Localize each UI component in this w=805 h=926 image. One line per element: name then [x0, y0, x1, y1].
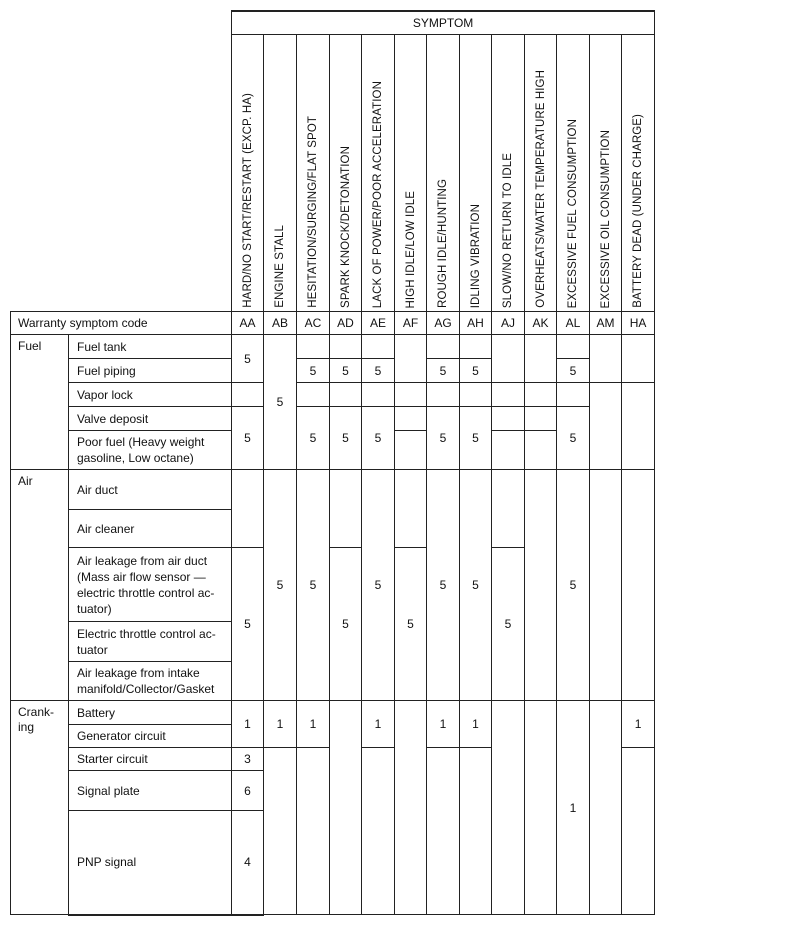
- item-poor-fuel: Poor fuel (Heavy weight gasoline, Low octane): [69, 431, 232, 470]
- code-ag: AG: [427, 312, 460, 335]
- symptom-name: SPARK KNOCK/DETONATION: [339, 146, 352, 308]
- value-cell: [492, 335, 525, 383]
- item-generator-circuit: Generator circuit: [69, 725, 232, 748]
- value-cell: 5: [492, 548, 525, 701]
- value-cell: 5: [232, 335, 264, 383]
- code-ad: AD: [330, 312, 362, 335]
- group-fuel: Fuel: [11, 335, 69, 470]
- item-pnp-signal: PNP signal: [69, 811, 232, 915]
- symptom-header-ah: [460, 35, 492, 312]
- value-cell: 5: [427, 470, 460, 701]
- value-cell: [330, 335, 362, 359]
- item-air-leakage-intake: Air leakage from intake manifold/Collector/Gasket: [69, 662, 232, 701]
- value-cell: [590, 383, 622, 470]
- symptom-name: IDLING VIBRATION: [469, 203, 482, 308]
- value-cell: 5: [264, 470, 297, 701]
- code-ha: HA: [622, 312, 655, 335]
- symptom-header-ha: [622, 35, 655, 312]
- value-cell: 3: [232, 748, 264, 771]
- code-af: AF: [395, 312, 427, 335]
- value-cell: 5: [395, 548, 427, 701]
- value-cell: 5: [460, 470, 492, 701]
- value-cell: [395, 431, 427, 470]
- value-cell: [460, 748, 492, 915]
- symptom-header-ae: [362, 35, 395, 312]
- group-cranking: Crank- ing: [11, 701, 69, 915]
- value-cell: [232, 383, 264, 407]
- code-ab: AB: [264, 312, 297, 335]
- value-cell: [297, 748, 330, 915]
- value-cell: 5: [330, 548, 362, 701]
- code-am: AM: [590, 312, 622, 335]
- value-cell: [395, 335, 427, 383]
- value-cell: 4: [232, 811, 264, 915]
- symptom-name: HIGH IDLE/LOW IDLE: [404, 190, 417, 308]
- value-cell: [557, 335, 590, 359]
- value-cell: 5: [297, 359, 330, 383]
- value-cell: [395, 407, 427, 431]
- symptom-header-ad: [330, 35, 362, 312]
- value-cell: [362, 383, 395, 407]
- value-cell: 5: [427, 359, 460, 383]
- code-al: AL: [557, 312, 590, 335]
- value-cell: [492, 470, 525, 548]
- value-cell: 5: [460, 359, 492, 383]
- value-cell: [427, 383, 460, 407]
- code-ac: AC: [297, 312, 330, 335]
- value-cell: [492, 383, 525, 407]
- value-cell: [460, 383, 492, 407]
- code-aa: AA: [232, 312, 264, 335]
- symptom-header: SYMPTOM: [232, 11, 655, 35]
- item-air-duct: Air duct: [69, 470, 232, 510]
- item-air-cleaner: Air cleaner: [69, 510, 232, 548]
- code-aj: AJ: [492, 312, 525, 335]
- value-cell: [622, 748, 655, 915]
- value-cell: [622, 335, 655, 383]
- value-cell: 5: [232, 407, 264, 470]
- symptom-header-am: [590, 35, 622, 312]
- value-cell: 5: [330, 407, 362, 470]
- value-cell: [525, 335, 557, 383]
- value-cell: [330, 470, 362, 548]
- value-cell: [395, 383, 427, 407]
- value-cell: 5: [297, 407, 330, 470]
- item-starter-circuit: Starter circuit: [69, 748, 232, 771]
- value-cell: 1: [427, 701, 460, 748]
- value-cell: 5: [557, 359, 590, 383]
- value-cell: [395, 470, 427, 548]
- code-ah: AH: [460, 312, 492, 335]
- value-cell: 5: [297, 470, 330, 701]
- item-air-leakage-duct: Air leakage from air duct (Mass air flow sensor — electric throttle control ac-tuator): [69, 548, 232, 622]
- value-cell: 1: [557, 701, 590, 915]
- value-cell: 5: [362, 359, 395, 383]
- item-fuel-piping: Fuel piping: [69, 359, 232, 383]
- symptom-name: LACK OF POWER/POOR ACCELERATION: [372, 80, 384, 308]
- value-cell: 5: [427, 407, 460, 470]
- symptom-header-ab: [264, 35, 297, 312]
- value-cell: [590, 701, 622, 915]
- value-cell: [622, 470, 655, 701]
- diagnosis-table: [10, 10, 655, 916]
- value-cell: [492, 701, 525, 915]
- warranty-code-label: Warranty symptom code: [11, 312, 232, 335]
- value-cell: 1: [232, 701, 264, 748]
- symptom-header-af: [395, 35, 427, 312]
- value-cell: [427, 748, 460, 915]
- value-cell: [525, 470, 557, 701]
- value-cell: [492, 431, 525, 470]
- value-cell: [492, 407, 525, 431]
- value-cell: [525, 701, 557, 915]
- value-cell: [590, 335, 622, 383]
- value-cell: 5: [330, 359, 362, 383]
- value-cell: [232, 470, 264, 548]
- value-cell: [525, 431, 557, 470]
- code-ae: AE: [362, 312, 395, 335]
- symptom-name: ENGINE STALL: [274, 225, 286, 308]
- value-cell: [525, 407, 557, 431]
- value-cell: [427, 335, 460, 359]
- value-cell: [330, 383, 362, 407]
- value-cell: [590, 470, 622, 701]
- item-vapor-lock: Vapor lock: [69, 383, 232, 407]
- symptom-header-aa: [232, 35, 264, 312]
- value-cell: [362, 335, 395, 359]
- value-cell: [297, 383, 330, 407]
- symptom-header-ac: [297, 35, 330, 312]
- symptom-name: OVERHEATS/WATER TEMPERATURE HIGH: [534, 70, 547, 308]
- symptom-name: ROUGH IDLE/HUNTING: [437, 179, 449, 308]
- value-cell: 6: [232, 771, 264, 811]
- value-cell: [395, 701, 427, 915]
- group-air: Air: [11, 470, 69, 701]
- symptom-header-ag: [427, 35, 460, 312]
- symptom-name: HESITATION/SURGING/FLAT SPOT: [307, 116, 319, 308]
- value-cell: [297, 335, 330, 359]
- item-fuel-tank: Fuel tank: [69, 335, 232, 359]
- item-signal-plate: Signal plate: [69, 771, 232, 811]
- value-cell: [525, 383, 557, 407]
- symptom-name: EXCESSIVE FUEL CONSUMPTION: [567, 118, 579, 308]
- symptom-header-ak: [525, 35, 557, 312]
- value-cell: [557, 383, 590, 407]
- item-electric-throttle: Electric throttle control ac-tuator: [69, 622, 232, 662]
- value-cell: 5: [460, 407, 492, 470]
- symptom-name: EXCESSIVE OIL CONSUMPTION: [599, 129, 612, 308]
- value-cell: 5: [362, 470, 395, 701]
- value-cell: [460, 335, 492, 359]
- item-battery: Battery: [69, 701, 232, 725]
- value-cell: 1: [460, 701, 492, 748]
- value-cell: 1: [297, 701, 330, 748]
- symptom-header-aj: [492, 35, 525, 312]
- value-cell: [622, 383, 655, 470]
- header-blank-cell: [11, 11, 232, 312]
- code-ak: AK: [525, 312, 557, 335]
- value-cell: 1: [264, 701, 297, 748]
- value-cell: 5: [557, 470, 590, 701]
- value-cell: 5: [557, 407, 590, 470]
- value-cell: 5: [232, 548, 264, 701]
- value-cell: [330, 701, 362, 915]
- value-cell: 5: [362, 407, 395, 470]
- symptom-header-al: [557, 35, 590, 312]
- value-cell: [264, 748, 297, 915]
- value-cell: [362, 748, 395, 915]
- value-cell: 5: [264, 335, 297, 470]
- symptom-name: SLOW/NO RETURN TO IDLE: [502, 152, 514, 308]
- value-cell: 1: [362, 701, 395, 748]
- symptom-name: HARD/NO START/RESTART (EXCP. HA): [241, 93, 254, 308]
- item-valve-deposit: Valve deposit: [69, 407, 232, 431]
- symptom-name: BATTERY DEAD (UNDER CHARGE): [632, 114, 645, 308]
- value-cell: 1: [622, 701, 655, 748]
